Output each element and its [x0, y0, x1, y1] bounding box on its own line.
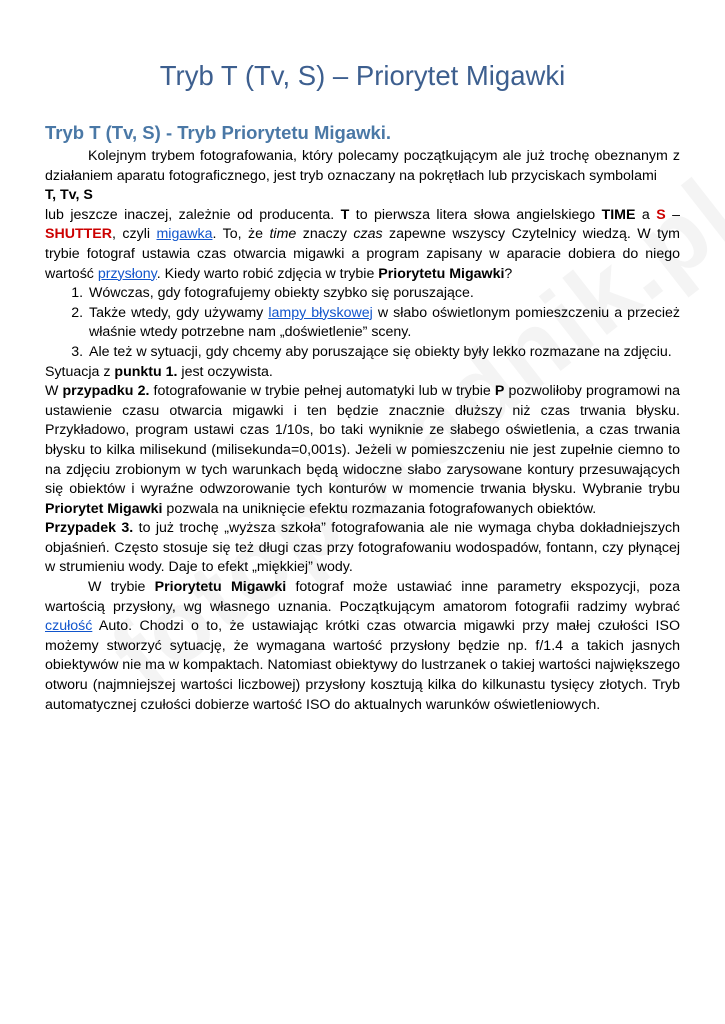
bold-time: TIME — [601, 206, 636, 223]
link-czulosc[interactable]: czułość — [45, 618, 93, 635]
bold-punktu: punktu 1. — [114, 363, 178, 380]
link-migawka[interactable]: migawka — [156, 226, 213, 243]
section-heading: Tryb T (Tv, S) - Tryb Priorytetu Migawki. — [45, 122, 392, 143]
mode-symbols-text: T, Tv, S — [45, 187, 93, 204]
mode-symbols — [45, 186, 680, 206]
text: pozwala na uniknięcie efektu rozmazania fotografowanych obiektów. — [162, 500, 597, 517]
text: jest oczywista. — [177, 363, 273, 380]
case2-paragraph — [45, 382, 680, 519]
text: to już trochę „wyższa szkoła” fotografowania ale nie wymaga chyba dokładniejszych objaśnień. Często stosuje się też długi czas przy fotografowaniu wodospadów, fontann, czy płynącej w strumieniu wody. Daje to efekt „miękkiej” wody. — [45, 520, 681, 576]
bold-priorytetu: Priorytetu Migawki — [378, 265, 505, 282]
text: pozwoliłoby programowi na ustawienie czasu otwarcia migawki i ten będzie znacznie dłuższy niż czas trwania błysku. Przykładowo, program ustawi czas 1/10s, bo taki wyniknie ze słabego oświetlenia, a czas trwania błysku to kilka milisekund (milisekunda=0,001s). Jeżeli w pomieszczeniu nie jest zupełnie ciemno to na zdjęciu zrobionym w tych warunkach będą widoczne słabo zarysowane kontury przesuwających się obiektów i wyraźne odwzorowanie tych konturów w momencie trwania błysku. Wybranie trybu — [45, 383, 680, 498]
explanation-paragraph — [45, 206, 680, 284]
bold-priorytet: Priorytet Migawki — [45, 500, 163, 517]
link-przyslony[interactable]: przysłony — [97, 265, 157, 282]
text: . Kiedy warto robić zdjęcia w trybie — [156, 265, 379, 282]
list-item-text: w słabo oświetlonym pomieszczeniu a przecież właśnie wtedy potrzebne nam „doświetlenie” sceny. — [89, 304, 681, 341]
text: – — [665, 206, 680, 223]
text: to pierwsza litera słowa angielskiego — [349, 206, 602, 223]
red-shutter: SHUTTER — [45, 226, 112, 243]
link-lampy-blyskowej[interactable]: lampy błyskowej — [268, 304, 373, 321]
text: Auto. Chodzi o to, że ustawiając krótki czas otwarcia migawki przy małej czułości ISO możemy stworzyć sytuację, że wymagana wartość przysłony będzie np. f/1.4 a takich jasnych obiektywów nie ma w kompaktach. Natomiast obiektywy do lustrzanek o takiej wartości największego otworu (najmniejszej wartości liczbowej) przysłony kosztują kilka do kilkunastu tysięcy złotych. Tryb automatycznej czułości dobierze wartość ISO do aktualnych warunków oświetleniowych. — [45, 618, 680, 713]
list-item — [87, 304, 680, 343]
italic-czas: czas — [353, 226, 383, 243]
text: , czyli — [112, 226, 157, 243]
text: a — [635, 206, 657, 223]
text: znaczy — [296, 226, 354, 243]
bold-priorytetu-migawki: Priorytetu Migawki — [154, 579, 287, 596]
list-item-text: Ale też w sytuacji, gdy chcemy aby poruszające się obiekty były lekko rozmazane na zdjęciu. — [89, 343, 672, 360]
use-case-list — [45, 284, 680, 362]
list-item-text: Wówczas, gdy fotografujemy obiekty szybko się poruszające. — [89, 285, 474, 302]
iso-paragraph — [45, 578, 680, 715]
text: fotograf może ustawiać inne parametry ekspozycji, poza wartością przysłony, wg własnego uznania. Początkującym amatorom fotografii radzimy wybrać — [45, 579, 681, 615]
list-item — [87, 343, 680, 363]
text: zapewne wszyscy Czytelnicy wiedzą. W tym trybie fotograf ustawia czas otwarcia migawki a program zapisany w aparacie dobiera do niego wartość — [45, 226, 681, 282]
bold-przypadek: Przypadek 3. — [45, 520, 134, 537]
document-title: Tryb T (Tv, S) – Priorytet Migawki — [159, 60, 566, 91]
red-s: S — [656, 206, 666, 223]
text: ? — [504, 265, 513, 282]
intro-paragraph: Kolejnym trybem fotografowania, który polecamy początkującym ale już trochę obeznanym z działaniem aparatu fotograficznego, jest tryb oznaczany na pokrętłach lub przyciskach symbolami — [45, 148, 680, 184]
bold-p: P — [494, 383, 505, 400]
bold-przypadku: przypadku 2. — [62, 383, 150, 400]
italic-time: time — [269, 226, 297, 243]
document-body — [45, 147, 680, 715]
text: W trybie — [88, 579, 155, 596]
case3-paragraph — [45, 519, 680, 578]
list-item — [87, 284, 680, 304]
list-item-text: Także wtedy, gdy używamy — [89, 304, 269, 321]
text: Sytuacja z — [45, 363, 115, 380]
text: . To, że — [212, 226, 270, 243]
text: W — [45, 383, 63, 400]
bold-t: T — [340, 206, 350, 223]
case1-paragraph — [45, 363, 680, 383]
text: lub jeszcze inaczej, zależnie od producenta. — [45, 206, 341, 223]
text: fotografowanie w trybie pełnej automatyki lub w trybie — [149, 383, 495, 400]
